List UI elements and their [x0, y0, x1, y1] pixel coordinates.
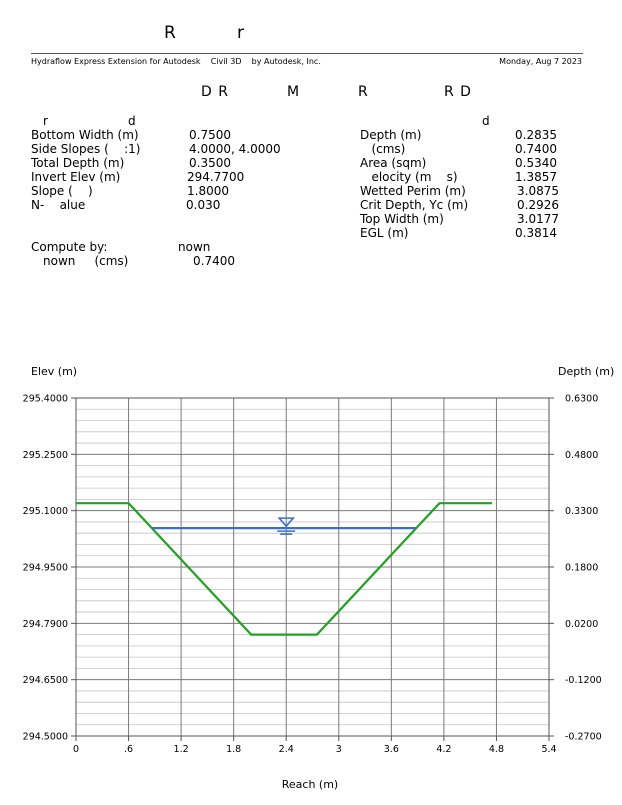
left-section-label-a: r — [43, 114, 48, 128]
result-value: 3.0875 — [517, 184, 559, 198]
result-value: 0.2926 — [517, 198, 559, 212]
param-value: 294.7700 — [187, 170, 245, 184]
x-axis-label: Reach (m) — [281, 778, 339, 791]
x-tick-label: 4.2 — [436, 744, 452, 755]
heading-word-2: M — [287, 84, 301, 100]
param-label: Invert Elev (m) — [31, 170, 121, 184]
known-flow-value: 0.7400 — [193, 254, 235, 268]
param-value: 4.0000, 4.0000 — [189, 142, 281, 156]
result-value: 3.0177 — [517, 212, 559, 226]
param-value: 0.3500 — [189, 156, 231, 170]
y-right-tick-label: 0.4800 — [565, 449, 599, 461]
x-tick-label: 1.8 — [226, 744, 242, 755]
param-value: 0.030 — [186, 198, 221, 212]
compute-by-label: Compute by: — [31, 240, 108, 254]
y-axis-right-label: Depth (m) — [558, 365, 615, 378]
param-value: 0.7500 — [189, 128, 231, 142]
heading-word-4: R D — [444, 84, 472, 100]
y-left-tick-label: 295.1000 — [22, 506, 68, 518]
result-label: (cms) — [360, 142, 406, 156]
param-label: Side Slopes ( :1) — [31, 142, 141, 156]
y-right-tick-label: -0.1200 — [565, 675, 602, 687]
param-value: 1.8000 — [187, 184, 229, 198]
param-label: Total Depth (m) — [31, 156, 125, 170]
report-date: Monday, Aug 7 2023 — [499, 57, 582, 66]
result-label: elocity (m s) — [360, 170, 458, 184]
y-right-tick-label: 0.1800 — [565, 562, 599, 574]
param-label: Bottom Width (m) — [31, 128, 139, 142]
compute-by-value: nown — [178, 240, 211, 254]
x-tick-label: .6 — [124, 744, 134, 755]
y-left-tick-label: 294.7900 — [22, 618, 68, 630]
heading-word-3: R — [358, 84, 369, 100]
param-label: Slope ( ) — [31, 184, 93, 198]
param-label: N- alue — [31, 198, 86, 212]
report-title-right: r — [237, 23, 244, 43]
heading-word-1: D R — [201, 84, 229, 100]
x-tick-label: 3 — [335, 744, 342, 755]
x-tick-label: 2.4 — [278, 744, 294, 755]
result-value: 0.7400 — [515, 142, 557, 156]
x-tick-label: 0 — [72, 744, 80, 755]
y-left-tick-label: 295.2500 — [22, 449, 68, 461]
result-label: Top Width (m) — [360, 212, 444, 226]
y-right-tick-label: 0.0200 — [565, 618, 599, 630]
y-right-tick-label: 0.3300 — [565, 506, 599, 518]
y-left-tick-label: 295.4000 — [22, 393, 68, 405]
result-label: EGL (m) — [360, 226, 409, 240]
y-left-tick-label: 294.5000 — [22, 731, 68, 743]
result-label: Area (sqm) — [360, 156, 427, 170]
right-section-label: d — [482, 114, 490, 128]
result-label: Depth (m) — [360, 128, 422, 142]
known-flow-label: nown (cms) — [43, 254, 129, 268]
y-left-tick-label: 294.6500 — [22, 675, 68, 687]
y-right-tick-label: -0.2700 — [565, 731, 602, 743]
x-tick-label: 3.6 — [383, 744, 399, 755]
result-value: 1.3857 — [515, 170, 557, 184]
result-value: 0.5340 — [515, 156, 557, 170]
y-left-tick-label: 294.9500 — [22, 562, 68, 574]
y-right-tick-label: 0.6300 — [565, 393, 599, 405]
result-label: Crit Depth, Yc (m) — [360, 198, 469, 212]
result-value: 0.2835 — [515, 128, 557, 142]
x-tick-label: 1.2 — [173, 744, 189, 755]
result-value: 0.3814 — [515, 226, 557, 240]
left-section-label-b: d — [128, 114, 136, 128]
x-tick-label: 4.8 — [488, 744, 504, 755]
result-label: Wetted Perim (m) — [360, 184, 466, 198]
report-title-left: R — [164, 23, 176, 43]
x-tick-label: 5.4 — [541, 744, 557, 755]
y-axis-left-label: Elev (m) — [31, 365, 78, 378]
software-credit: Hydraflow Express Extension for Autodesk Civil 3D by Autodesk, Inc. — [31, 57, 321, 66]
